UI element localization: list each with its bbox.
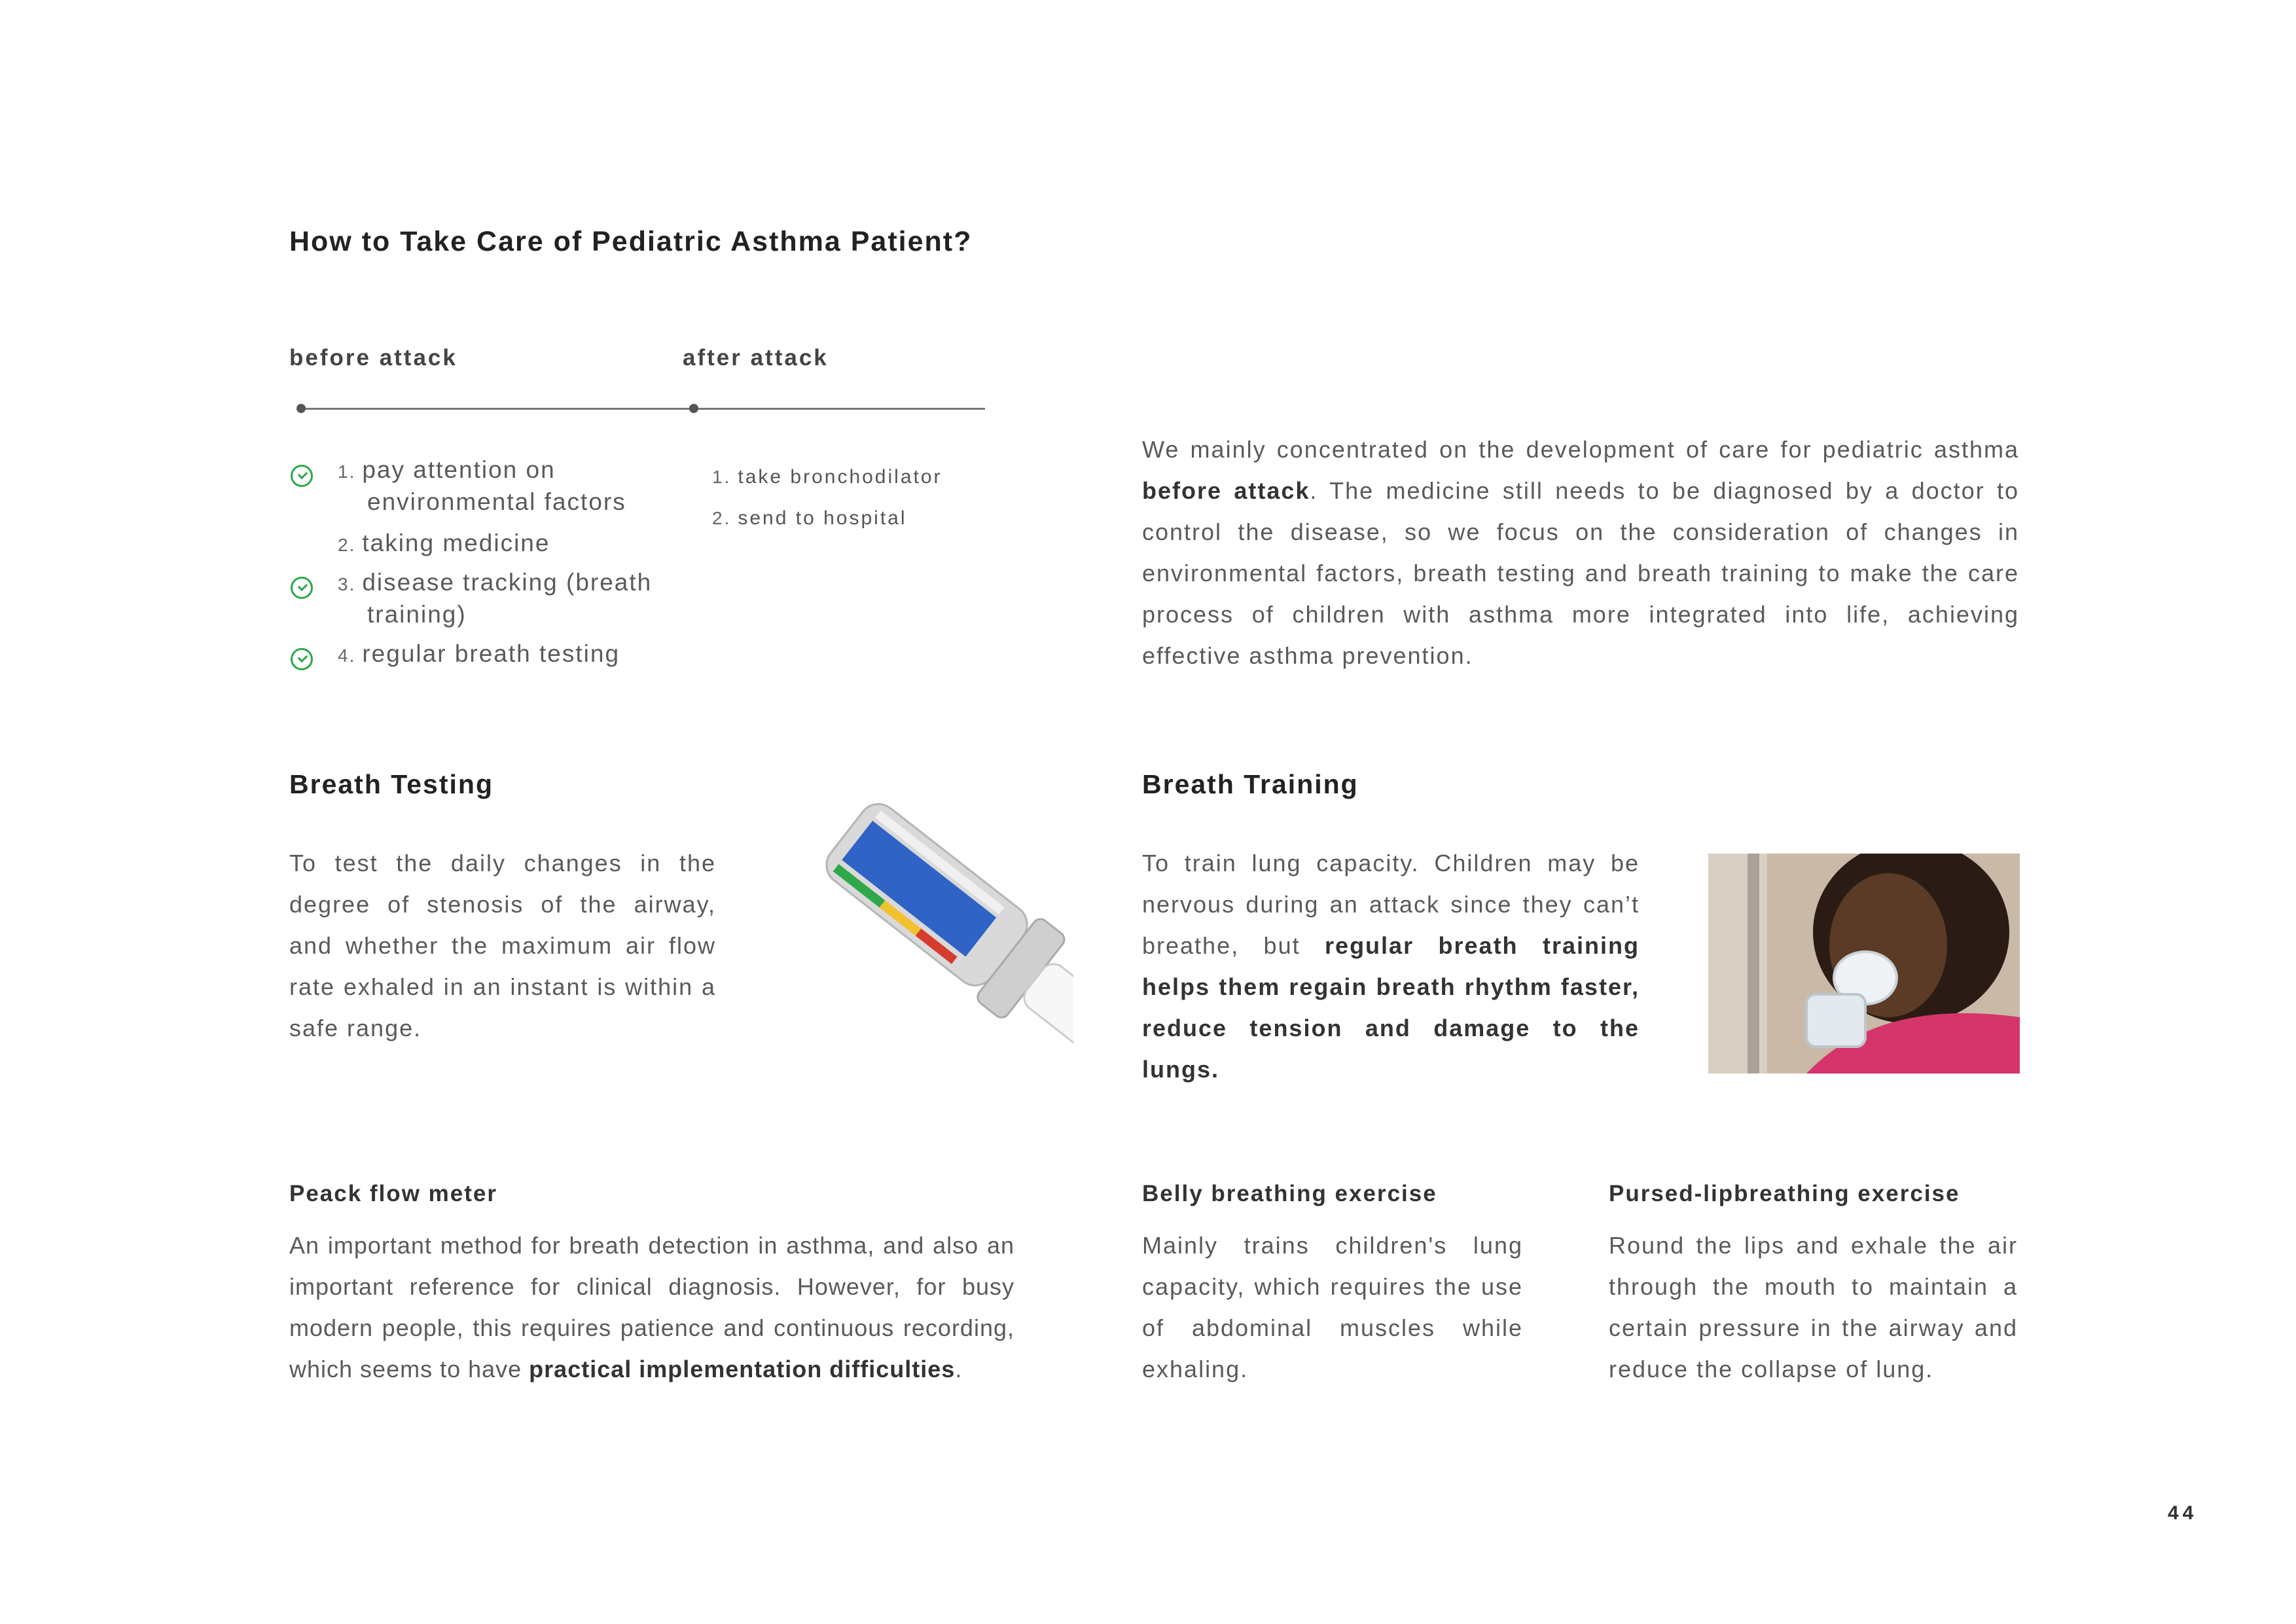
- belly-breathing-heading: Belly breathing exercise: [1142, 1181, 1437, 1206]
- before-attack-label: before attack: [289, 345, 457, 370]
- check-circle-icon: [291, 648, 313, 670]
- check-circle-icon: [291, 577, 313, 599]
- list-item: 1. take bronchodilator: [712, 466, 942, 488]
- timeline-line: [301, 408, 985, 410]
- peak-flow-text: An important method for breath detection in asthma, and also an important reference for clinical diagnosis. However, for busy modern people, this requires patience and continuous recording, which seems to have practical implementation difficulties.: [289, 1232, 1014, 1382]
- list-item: 3. disease tracking (breath training): [338, 569, 653, 628]
- page-number: 44: [2168, 1502, 2198, 1524]
- list-item: 2. send to hospital: [712, 507, 907, 529]
- breath-training-text: To train lung capacity. Children may be nervous during an attack since they can’t breathe, but regular breath training helps them regain breath rhythm faster, reduce tension and damage to the lungs.: [1142, 850, 1640, 1083]
- pursed-lip-text: Round the lips and exhale the air through the mouth to maintain a certain pressure in the airway and reduce the collapse of lung.: [1609, 1232, 2018, 1382]
- list-item: 2. taking medicine: [338, 530, 550, 556]
- timeline-dot-after: [689, 404, 698, 413]
- intro-paragraph: We mainly concentrated on the development of care for pediatric asthma before attack. The medicine still needs to be diagnosed by a doctor to control the disease, so we focus on the consideration of changes in environmental factors, breath testing and breath training to make the care process of children with asthma more integrated into life, achieving effective asthma prevention.: [1142, 436, 2019, 669]
- list-item: 1. pay attention on environmental factors: [338, 456, 626, 515]
- after-attack-label: after attack: [683, 345, 829, 370]
- breath-training-heading: Breath Training: [1142, 769, 1359, 799]
- pursed-lip-heading: Pursed-lipbreathing exercise: [1609, 1181, 1960, 1206]
- breath-testing-text: To test the daily changes in the degree of stenosis of the airway, and whether the maximum air flow rate exhaled in an instant is within a safe range.: [289, 850, 716, 1041]
- breath-testing-heading: Breath Testing: [289, 769, 493, 799]
- list-item: 4. regular breath testing: [338, 640, 620, 667]
- belly-breathing-text: Mainly trains children's lung capacity, which requires the use of abdominal muscles while exhaling.: [1142, 1232, 1523, 1382]
- child-breathing-photo: [1708, 854, 2020, 1074]
- timeline-dot-before: [296, 404, 306, 413]
- check-circle-icon: [291, 465, 313, 487]
- peak-flow-heading: Peack flow meter: [289, 1181, 497, 1206]
- page-title: How to Take Care of Pediatric Asthma Patient?: [289, 226, 973, 257]
- peak-flow-meter-image: [733, 799, 1073, 1113]
